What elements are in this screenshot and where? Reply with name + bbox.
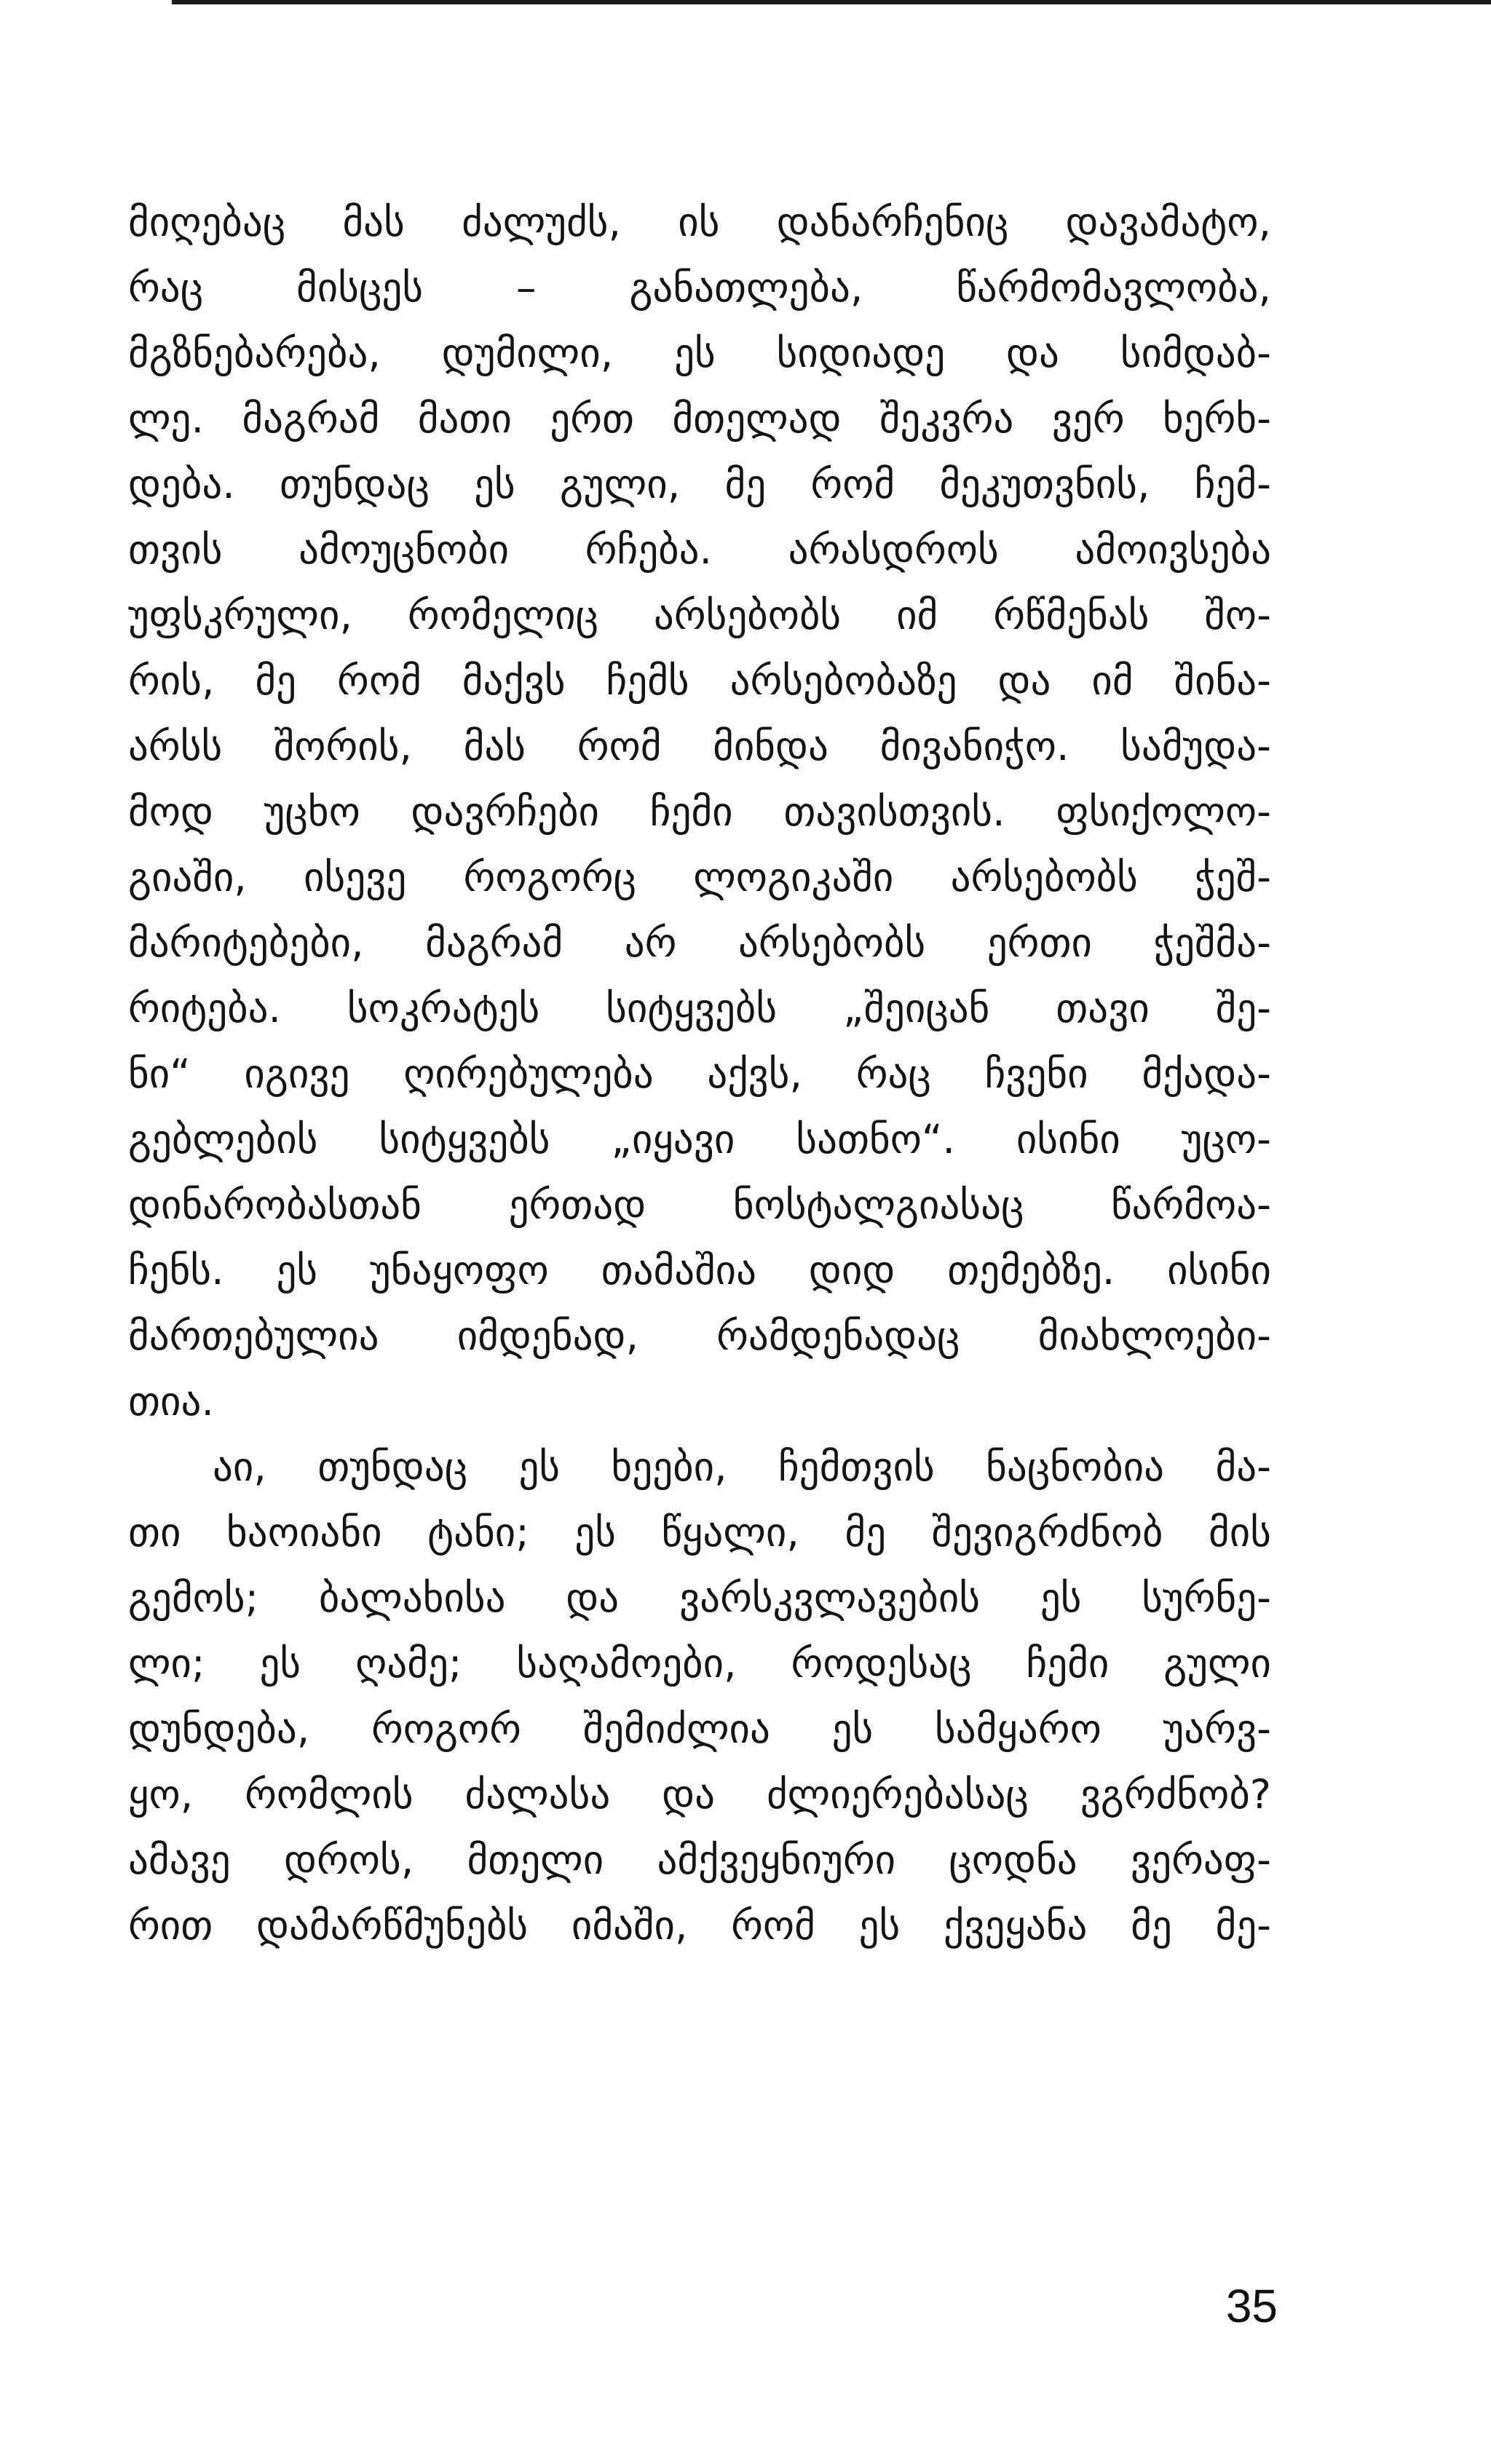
text-line: თია.	[128, 1378, 214, 1425]
text-line: ლი; ეს ღამე; საღამოები, როდესაც ჩემი გული	[128, 1640, 1271, 1687]
top-rule	[172, 0, 1491, 4]
text-line: ჩენს. ეს უნაყოფო თამაშია დიდ თემებზე. ისინი	[128, 1247, 1271, 1294]
text-line: რის, მე რომ მაქვს ჩემს არსებობაზე და იმ შინა-	[128, 657, 1271, 704]
text-line: არსს შორის, მას რომ მინდა მივანიჭო. სამუდა-	[128, 723, 1271, 769]
text-line: გიაში, ისევე როგორც ლოგიკაში არსებობს ჭეშ-	[128, 854, 1271, 900]
text-line: მოდ უცხო დავრჩები ჩემი თავისთვის. ფსიქოლო-	[128, 788, 1271, 835]
text-line: მგზნებარება, დუმილი, ეს სიდიადე და სიმდაბ-	[128, 330, 1271, 376]
paragraph-first-line: აი, თუნდაც ეს ხეები, ჩემთვის ნაცნობია მა-	[213, 1443, 1271, 1490]
text-line: გებლების სიტყვებს „იყავი სათნო“. ისინი უცო-	[128, 1116, 1271, 1162]
text-line: დება. თუნდაც ეს გული, მე რომ მეკუთვნის, ჩემ-	[128, 461, 1271, 507]
text-line: რაც მისცეს – განათლება, წარმომავლობა,	[128, 264, 1271, 311]
text-line: ყო, რომლის ძალასა და ძლიერებასაც ვგრძნობ?	[128, 1771, 1271, 1818]
text-line: თი ხაოიანი ტანი; ეს წყალი, მე შევიგრძნობ მის	[128, 1509, 1271, 1556]
text-line: ლე. მაგრამ მათი ერთ მთელად შეკვრა ვერ ხერხ-	[128, 395, 1271, 442]
text-line: უფსკრული, რომელიც არსებობს იმ რწმენას შო-	[128, 592, 1271, 638]
text-line: მარიტებები, მაგრამ არ არსებობს ერთი ჭეშმა-	[128, 919, 1271, 966]
page-text	[128, 189, 1271, 1958]
text-line: რით დამარწმუნებს იმაში, რომ ეს ქვეყანა მე მე-	[128, 1902, 1271, 1949]
text-line: რიტება. სოკრატეს სიტყვებს „შეიცან თავი შე-	[128, 985, 1271, 1031]
text-line: თვის ამოუცნობი რჩება. არასდროს ამოივსება	[128, 526, 1271, 573]
text-line: დინარობასთან ერთად ნოსტალგიასაც წარმოა-	[128, 1181, 1271, 1228]
text-line: დუნდება, როგორ შემიძლია ეს სამყარო უარვ-	[128, 1706, 1271, 1752]
text-line: ამავე დროს, მთელი ამქვეყნიური ცოდნა ვერაფ-	[128, 1837, 1271, 1883]
text-line: მიღებაც მას ძალუძს, ის დანარჩენიც დავამატო,	[128, 199, 1271, 245]
text-line: მართებულია იმდენად, რამდენადაც მიახლოები-	[128, 1312, 1271, 1359]
text-line: გემოს; ბალახისა და ვარსკვლავების ეს სურნე-	[128, 1574, 1271, 1621]
text-line: ნი“ იგივე ღირებულება აქვს, რაც ჩვენი მქადა-	[128, 1050, 1271, 1097]
page-number: 35	[1225, 2280, 1278, 2332]
